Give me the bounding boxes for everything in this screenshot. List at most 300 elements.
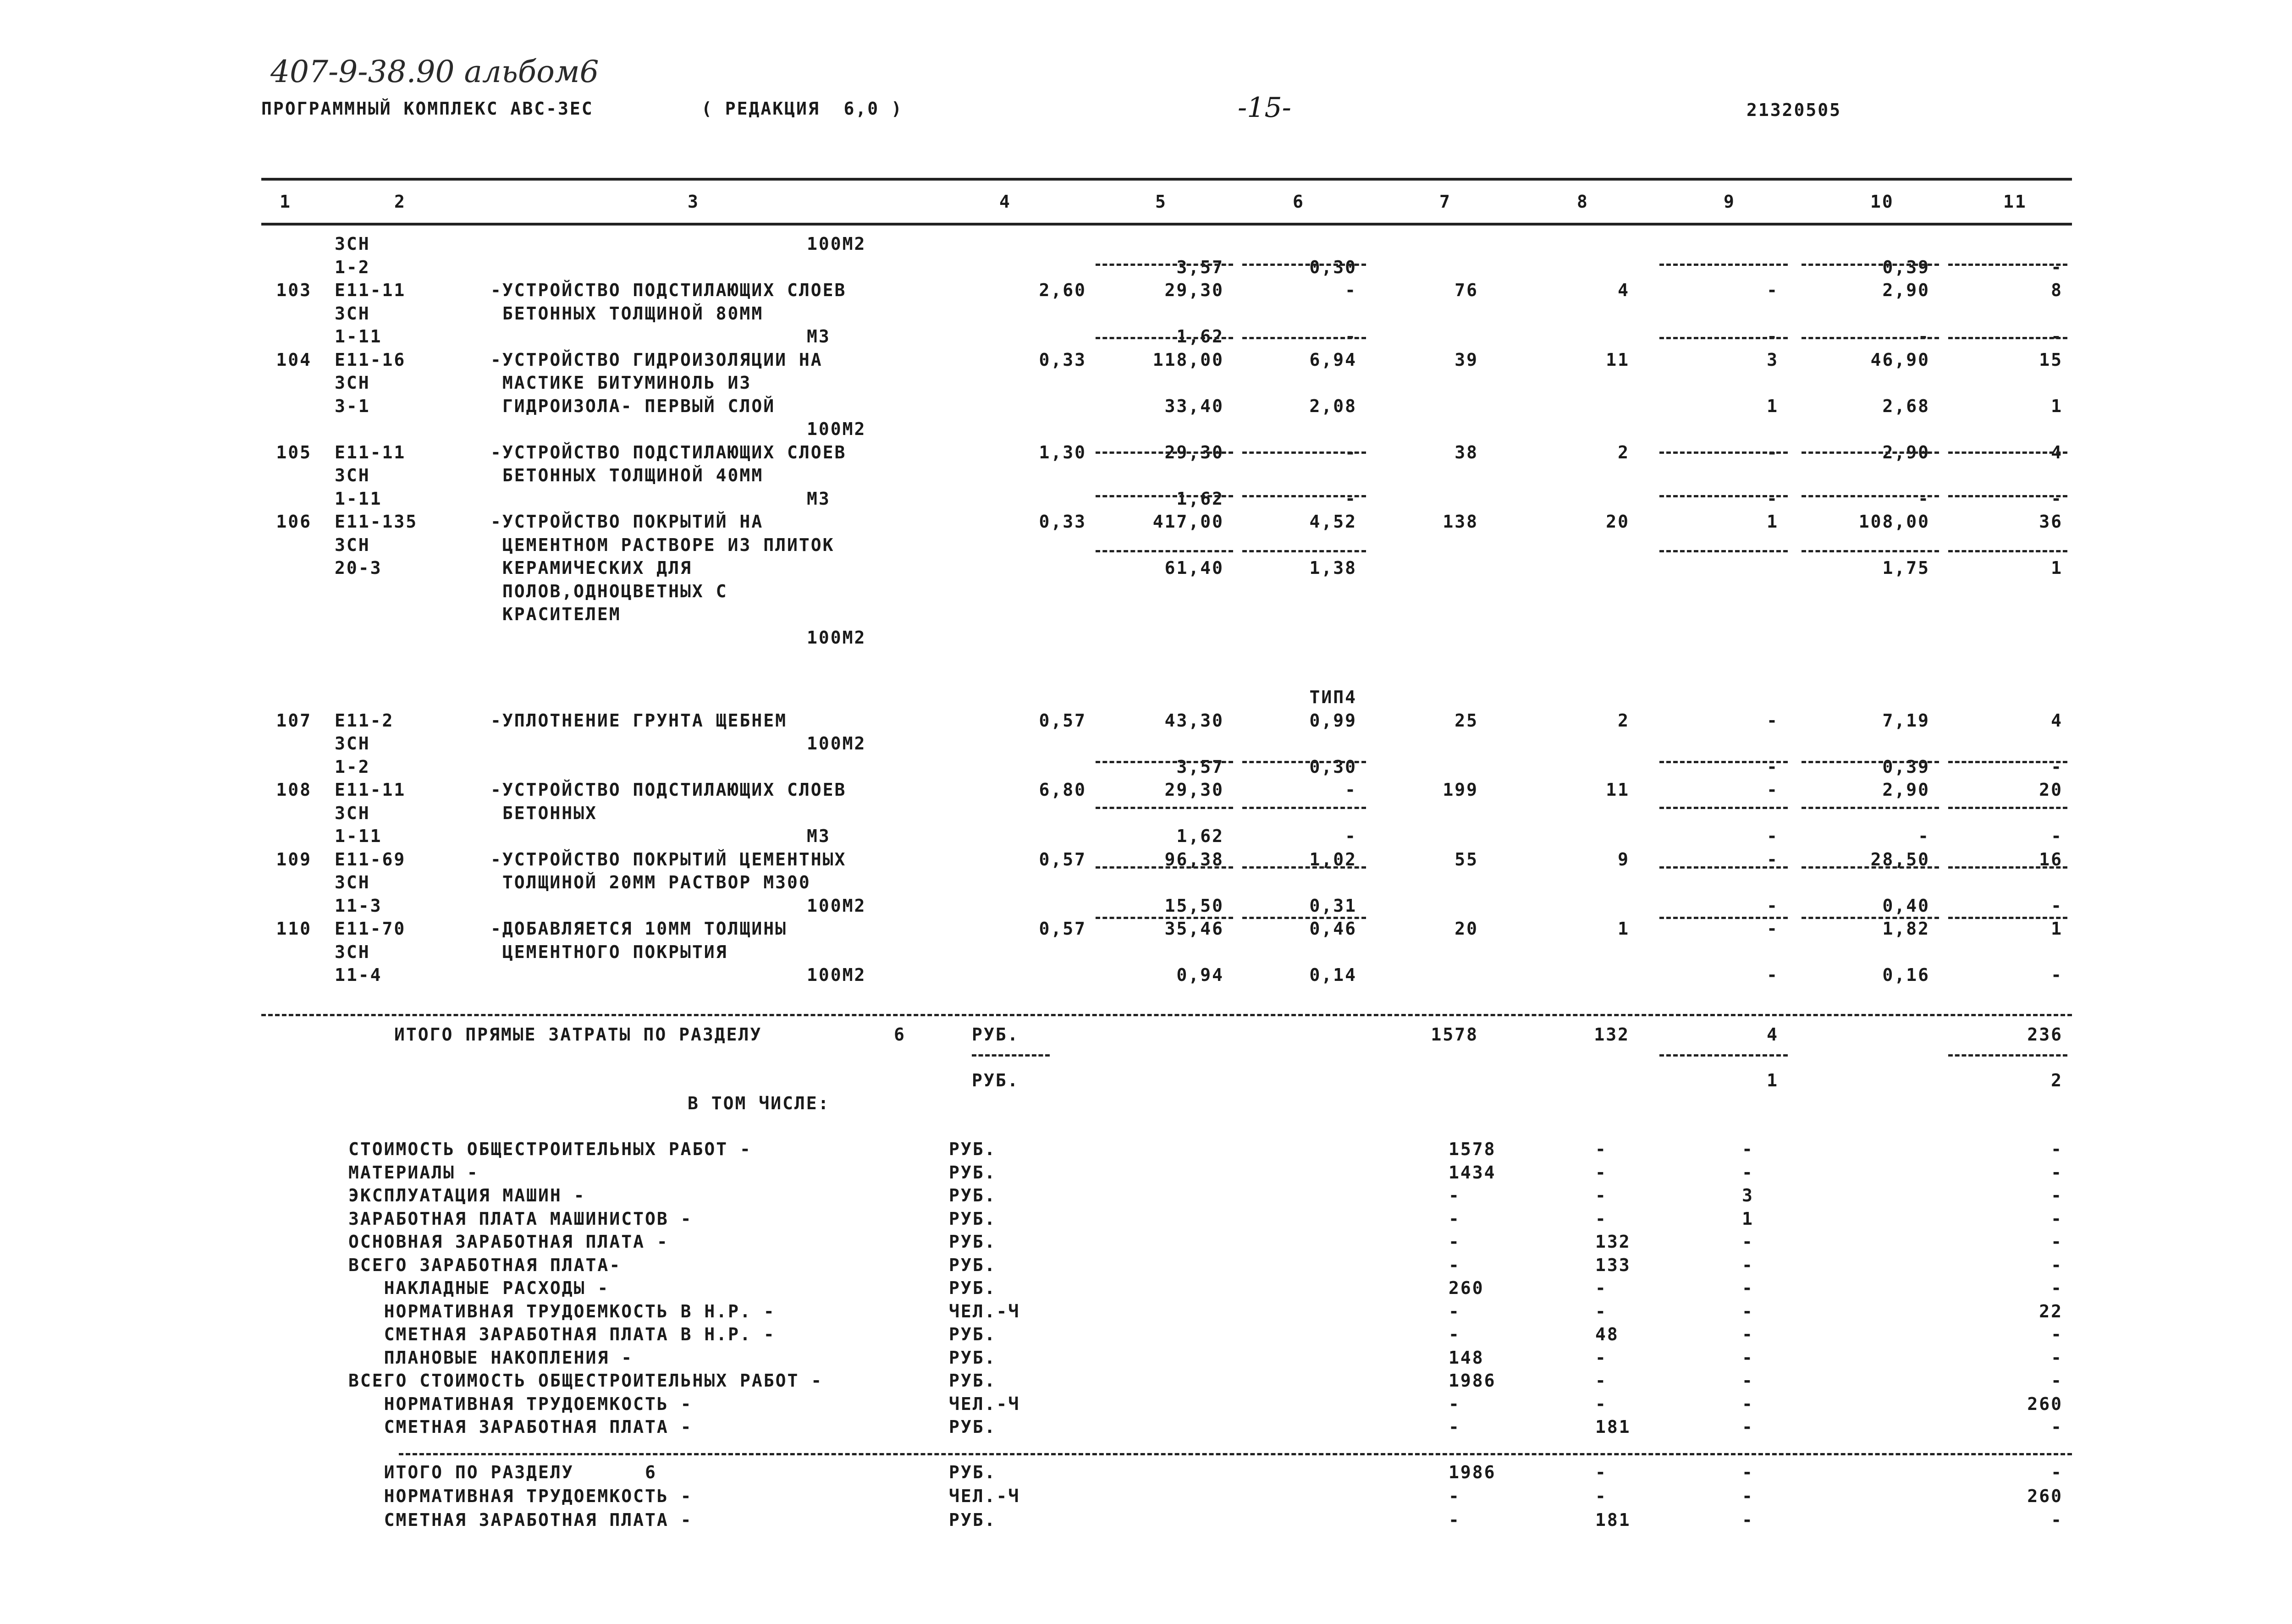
column-header-11: 11 <box>2003 192 2027 212</box>
item-code: Е11-69 <box>335 849 406 870</box>
item-description: ЦЕМЕНТНОМ РАСТВОРЕ ИЗ ПЛИТОК <box>490 534 835 555</box>
summary-c8: 48 <box>1595 1324 1619 1344</box>
cell-c9: 3 <box>1767 349 1779 370</box>
summary-c9: - <box>1742 1278 1754 1298</box>
rate-separator <box>1096 451 1233 454</box>
summary-c9: - <box>1742 1324 1754 1344</box>
summary-label: СТОИМОСТЬ ОБЩЕСТРОИТЕЛЬНЫХ РАБОТ - <box>348 1139 752 1159</box>
item-code: Е11-11 <box>335 780 406 800</box>
cell-c5: 15,50 <box>1164 895 1224 916</box>
cell-c6: - <box>1345 280 1357 300</box>
total-separator <box>1948 1054 2067 1057</box>
summary-rule <box>261 1014 2072 1016</box>
cell-c6: 0,30 <box>1309 756 1357 777</box>
item-code: 1-2 <box>335 756 370 777</box>
item-number: 110 <box>276 919 312 939</box>
summary-unit: РУБ. <box>949 1347 997 1368</box>
rate-separator <box>1802 337 1939 339</box>
summary-unit: РУБ. <box>949 1208 997 1229</box>
cell-c9: - <box>1767 756 1779 777</box>
final-c9: - <box>1742 1462 1754 1482</box>
item-number: 106 <box>276 512 312 532</box>
rate-separator <box>1802 495 1939 497</box>
item-description: КЕРАМИЧЕСКИХ ДЛЯ <box>490 558 692 578</box>
cell-c11: 1 <box>2051 396 2063 416</box>
rate-separator <box>1948 761 2067 763</box>
summary-c9: 3 <box>1742 1185 1754 1206</box>
rate-separator <box>1242 761 1366 763</box>
rate-separator <box>1659 495 1788 497</box>
summary-label: СМЕТНАЯ ЗАРАБОТНАЯ ПЛАТА - <box>348 1417 693 1437</box>
cell-c10: 0,16 <box>1882 965 1930 985</box>
column-header-8: 8 <box>1577 192 1589 212</box>
item-unit: 100М2 <box>807 234 866 254</box>
cell-c11: 8 <box>2051 280 2063 300</box>
item-code: ЗСН <box>335 803 370 823</box>
cell-c4: 2,60 <box>1039 280 1086 300</box>
cell-c4: 0,57 <box>1039 710 1086 731</box>
cell-c10: - <box>1918 326 1930 347</box>
item-code: 20-3 <box>335 558 382 578</box>
total-separator <box>972 1054 1050 1057</box>
summary-c11: - <box>2051 1139 2063 1159</box>
cell-c6: 0,31 <box>1309 895 1357 916</box>
header-rule-top <box>261 178 2072 181</box>
summary-c8: - <box>1595 1185 1607 1206</box>
item-description: ТОЛЩИНОЙ 20ММ РАСТВОР М300 <box>490 872 811 892</box>
cell-c9: - <box>1767 965 1779 985</box>
cell-c10: 0,39 <box>1882 257 1930 277</box>
item-description: БЕТОННЫХ ТОЛЩИНОЙ 80ММ <box>490 303 764 324</box>
cell-c5: 29,30 <box>1164 780 1224 800</box>
column-header-10: 10 <box>1870 192 1894 212</box>
summary-c7: 260 <box>1449 1278 1484 1298</box>
item-unit: 100М2 <box>807 965 866 985</box>
final-rule <box>399 1453 2072 1455</box>
item-code: ЗСН <box>335 303 370 324</box>
cell-c7: 138 <box>1443 512 1478 532</box>
summary-c11: 22 <box>2039 1301 2063 1321</box>
cell-c7: 76 <box>1455 280 1478 300</box>
cell-c8: 20 <box>1606 512 1630 532</box>
cell-c10: 2,68 <box>1882 396 1930 416</box>
item-code: Е11-70 <box>335 919 406 939</box>
item-unit: 100М2 <box>807 627 866 648</box>
item-code: 11-4 <box>335 965 382 985</box>
rate-separator <box>1802 451 1939 454</box>
cell-c9: - <box>1767 280 1779 300</box>
final-label: ИТОГО ПО РАЗДЕЛУ 6 <box>348 1462 657 1482</box>
summary-c8: - <box>1595 1347 1607 1368</box>
final-c7: - <box>1449 1486 1460 1506</box>
summary-c7: 148 <box>1449 1347 1484 1368</box>
summary-c8: - <box>1595 1162 1607 1183</box>
item-description: ПОЛОВ,ОДНОЦВЕТНЫХ С <box>490 581 728 601</box>
summary-c9: - <box>1742 1162 1754 1183</box>
cell-c10: 1,82 <box>1882 919 1930 939</box>
item-description: КРАСИТЕЛЕМ <box>490 604 621 624</box>
item-code: Е11-11 <box>335 280 406 300</box>
cell-c8: 11 <box>1606 780 1630 800</box>
summary-c11: 260 <box>2027 1393 2063 1414</box>
cell-c7: 25 <box>1455 710 1478 731</box>
summary-c7: - <box>1449 1255 1460 1275</box>
summary-c7: - <box>1449 1185 1460 1206</box>
cell-c11: 16 <box>2039 849 2063 870</box>
rate-separator <box>1242 451 1366 454</box>
summary-c9: - <box>1742 1347 1754 1368</box>
rate-separator <box>1096 917 1233 919</box>
summary-c7: 1986 <box>1449 1371 1496 1391</box>
summary-c7: - <box>1449 1232 1460 1252</box>
cell-c10: 7,19 <box>1882 710 1930 731</box>
cell-c9: - <box>1767 488 1779 509</box>
summary-label: НОРМАТИВНАЯ ТРУДОЕМКОСТЬ В Н.Р. - <box>348 1301 776 1321</box>
summary-label: ОСНОВНАЯ ЗАРАБОТНАЯ ПЛАТА - <box>348 1232 669 1252</box>
cell-c5: 29,30 <box>1164 442 1224 462</box>
summary-c9: - <box>1742 1255 1754 1275</box>
page-number: -15- <box>1238 92 1291 124</box>
cell-c9: 1 <box>1767 512 1779 532</box>
rate-separator <box>1242 495 1366 497</box>
rate-separator <box>1948 550 2067 552</box>
summary-label: ЭКСПЛУАТАЦИЯ МАШИН - <box>348 1185 586 1206</box>
cell-c10: 0,39 <box>1882 756 1930 777</box>
cell-c8: 2 <box>1618 710 1630 731</box>
cell-c6: - <box>1345 442 1357 462</box>
summary-c7: 1434 <box>1449 1162 1496 1183</box>
cell-c9: 1 <box>1767 396 1779 416</box>
summary-unit: ЧЕЛ.-Ч <box>949 1301 1020 1321</box>
column-header-2: 2 <box>394 192 406 212</box>
summary-c11: - <box>2051 1324 2063 1344</box>
summary-c9: - <box>1742 1371 1754 1391</box>
item-code: 1-2 <box>335 257 370 277</box>
rate-separator <box>1948 917 2067 919</box>
total-separator <box>1659 1054 1788 1057</box>
item-description: -УСТРОЙСТВО ПОКРЫТИЙ ЦЕМЕНТНЫХ <box>490 849 847 870</box>
summary-c9: - <box>1742 1301 1754 1321</box>
cell-c9: - <box>1767 826 1779 846</box>
cell-c6: 0,14 <box>1309 965 1357 985</box>
summary-label: ВСЕГО ЗАРАБОТНАЯ ПЛАТА- <box>348 1255 622 1275</box>
cell-c10: - <box>1918 826 1930 846</box>
rate-separator <box>1802 550 1939 552</box>
rate-separator <box>1802 866 1939 869</box>
item-description: -УСТРОЙСТВО ПОДСТИЛАЮЩИХ СЛОЕВ <box>490 780 847 800</box>
summary-c8: - <box>1595 1278 1607 1298</box>
total-direct-c11b: 2 <box>2051 1070 2063 1090</box>
summary-c8: 133 <box>1595 1255 1631 1275</box>
summary-c11: - <box>2051 1278 2063 1298</box>
cell-c4: 1,30 <box>1039 442 1086 462</box>
cell-c8: 2 <box>1618 442 1630 462</box>
item-code: ЗСН <box>335 534 370 555</box>
summary-c9: - <box>1742 1393 1754 1414</box>
cell-c9: - <box>1767 895 1779 916</box>
summary-c7: - <box>1449 1324 1460 1344</box>
edition-label: ( РЕДАКЦИЯ 6,0 ) <box>701 99 903 119</box>
rate-separator <box>1659 866 1788 869</box>
cell-c10: 0,40 <box>1882 895 1930 916</box>
item-number: 108 <box>276 780 312 800</box>
summary-c11: - <box>2051 1255 2063 1275</box>
final-label: НОРМАТИВНАЯ ТРУДОЕМКОСТЬ - <box>348 1486 693 1506</box>
total-direct-c9b: 1 <box>1767 1070 1779 1090</box>
summary-c8: - <box>1595 1208 1607 1229</box>
cell-c10: 28,50 <box>1870 849 1930 870</box>
item-unit: 100М2 <box>807 419 866 439</box>
summary-c9: - <box>1742 1232 1754 1252</box>
cell-c11: 20 <box>2039 780 2063 800</box>
summary-unit: РУБ. <box>949 1255 997 1275</box>
summary-c7: - <box>1449 1208 1460 1229</box>
summary-c11: - <box>2051 1208 2063 1229</box>
cell-c11: 1 <box>2051 558 2063 578</box>
cell-c9: - <box>1767 710 1779 731</box>
rate-separator <box>1242 866 1366 869</box>
summary-label: ВСЕГО СТОИМОСТЬ ОБЩЕСТРОИТЕЛЬНЫХ РАБОТ - <box>348 1371 823 1391</box>
rate-separator <box>1659 807 1788 809</box>
column-header-7: 7 <box>1439 192 1451 212</box>
summary-unit: ЧЕЛ.-Ч <box>949 1393 1020 1414</box>
cell-c7: 20 <box>1455 919 1478 939</box>
summary-c9: 1 <box>1742 1208 1754 1229</box>
final-c11: - <box>2051 1510 2063 1530</box>
item-code: ЗСН <box>335 373 370 393</box>
cell-c11: 15 <box>2039 349 2063 370</box>
item-unit: М3 <box>807 326 831 347</box>
cell-c10: 1,75 <box>1882 558 1930 578</box>
item-code: 1-11 <box>335 326 382 347</box>
cell-c10: 108,00 <box>1858 512 1930 532</box>
cell-c5: 61,40 <box>1164 558 1224 578</box>
cell-c5: 3,57 <box>1176 257 1224 277</box>
cell-c6: - <box>1345 326 1357 347</box>
rate-separator <box>1096 495 1233 497</box>
total-direct-c7: 1578 <box>1431 1024 1478 1045</box>
cell-c4: 0,33 <box>1039 349 1086 370</box>
rate-separator <box>1948 451 2067 454</box>
cell-c11: - <box>2051 826 2063 846</box>
final-c9: - <box>1742 1486 1754 1506</box>
summary-unit: РУБ. <box>949 1139 997 1159</box>
cell-c4: 6,80 <box>1039 780 1086 800</box>
rate-separator <box>1659 917 1788 919</box>
item-unit: 100М2 <box>807 895 866 916</box>
item-description: ЦЕМЕНТНОГО ПОКРЫТИЯ <box>490 941 728 962</box>
item-description: БЕТОННЫХ ТОЛЩИНОЙ 40ММ <box>490 465 764 485</box>
cell-c6: - <box>1345 780 1357 800</box>
item-code: Е11-16 <box>335 349 406 370</box>
item-description: БЕТОННЫХ <box>490 803 597 823</box>
item-number: 109 <box>276 849 312 870</box>
cell-c5: 29,30 <box>1164 280 1224 300</box>
summary-c9: - <box>1742 1139 1754 1159</box>
summary-c7: 1578 <box>1449 1139 1496 1159</box>
cell-c9: - <box>1767 442 1779 462</box>
cell-c6: ТИП4 <box>1309 687 1357 707</box>
cell-c4: 0,57 <box>1039 849 1086 870</box>
rate-separator <box>1659 337 1788 339</box>
cell-c6: 2,08 <box>1309 396 1357 416</box>
summary-unit: РУБ. <box>949 1232 997 1252</box>
rate-separator <box>1242 264 1366 266</box>
cell-c4: 0,33 <box>1039 512 1086 532</box>
cell-c7: 39 <box>1455 349 1478 370</box>
rate-separator <box>1948 866 2067 869</box>
document-number: 21320505 <box>1747 100 1842 120</box>
summary-c11: - <box>2051 1185 2063 1206</box>
column-header-9: 9 <box>1724 192 1736 212</box>
cell-c10: 2,90 <box>1882 442 1930 462</box>
item-unit: 100М2 <box>807 733 866 754</box>
cell-c8: 1 <box>1618 919 1630 939</box>
cell-c6: 1,38 <box>1309 558 1357 578</box>
summary-c7: - <box>1449 1301 1460 1321</box>
cell-c6: 4,52 <box>1309 512 1357 532</box>
item-code: Е11-135 <box>335 512 418 532</box>
cell-c10: 46,90 <box>1870 349 1930 370</box>
cell-c5: 33,40 <box>1164 396 1224 416</box>
cell-c7: 38 <box>1455 442 1478 462</box>
rate-separator <box>1096 761 1233 763</box>
item-code: ЗСН <box>335 234 370 254</box>
summary-unit: РУБ. <box>949 1278 997 1298</box>
item-code: ЗСН <box>335 465 370 485</box>
rate-separator <box>1659 451 1788 454</box>
cell-c6: 0,30 <box>1309 257 1357 277</box>
cell-c11: - <box>2051 756 2063 777</box>
summary-label: ПЛАНОВЫЕ НАКОПЛЕНИЯ - <box>348 1347 634 1368</box>
rate-separator <box>1948 264 2067 266</box>
including-label: В ТОМ ЧИСЛЕ: <box>688 1093 830 1113</box>
summary-c8: 181 <box>1595 1417 1631 1437</box>
summary-c11: - <box>2051 1232 2063 1252</box>
rate-separator <box>1659 550 1788 552</box>
cell-c9: - <box>1767 849 1779 870</box>
rate-separator <box>1096 550 1233 552</box>
rate-separator <box>1659 761 1788 763</box>
final-c7: 1986 <box>1449 1462 1496 1482</box>
rate-separator <box>1659 264 1788 266</box>
item-description: ГИДРОИЗОЛА- ПЕРВЫЙ СЛОЙ <box>490 396 776 416</box>
final-c11: 260 <box>2027 1486 2063 1506</box>
final-unit: РУБ. <box>949 1510 997 1530</box>
cell-c11: 36 <box>2039 512 2063 532</box>
summary-c7: - <box>1449 1393 1460 1414</box>
cell-c5: 1,62 <box>1176 488 1224 509</box>
rate-separator <box>1242 917 1366 919</box>
total-direct-c9: 4 <box>1767 1024 1779 1045</box>
item-description: -УСТРОЙСТВО ПОДСТИЛАЮЩИХ СЛОЕВ <box>490 280 847 300</box>
cell-c11: 4 <box>2051 442 2063 462</box>
rate-separator <box>1948 337 2067 339</box>
rate-separator <box>1802 807 1939 809</box>
cell-c9: - <box>1767 919 1779 939</box>
summary-c11: - <box>2051 1371 2063 1391</box>
summary-c8: 132 <box>1595 1232 1631 1252</box>
item-description: -УСТРОЙСТВО ПОДСТИЛАЮЩИХ СЛОЕВ <box>490 442 847 462</box>
summary-c7: - <box>1449 1417 1460 1437</box>
cell-c11: - <box>2051 895 2063 916</box>
cell-c6: 0,46 <box>1309 919 1357 939</box>
item-code: ЗСН <box>335 733 370 754</box>
header-rule-bottom <box>261 223 2072 226</box>
cell-c6: - <box>1345 826 1357 846</box>
column-header-1: 1 <box>280 192 292 212</box>
cell-c8: 4 <box>1618 280 1630 300</box>
rate-separator <box>1096 866 1233 869</box>
item-code: ЗСН <box>335 941 370 962</box>
final-unit: ЧЕЛ.-Ч <box>949 1486 1020 1506</box>
item-code: 1-11 <box>335 488 382 509</box>
summary-label: СМЕТНАЯ ЗАРАБОТНАЯ ПЛАТА В Н.Р. - <box>348 1324 776 1344</box>
summary-c8: - <box>1595 1301 1607 1321</box>
summary-c11: - <box>2051 1417 2063 1437</box>
cell-c11: - <box>2051 257 2063 277</box>
cell-c6: 6,94 <box>1309 349 1357 370</box>
summary-c11: - <box>2051 1162 2063 1183</box>
summary-unit: РУБ. <box>949 1324 997 1344</box>
final-c8: - <box>1595 1462 1607 1482</box>
rate-separator <box>1242 337 1366 339</box>
column-header-4: 4 <box>999 192 1011 212</box>
rate-separator <box>1802 761 1939 763</box>
item-code: ЗСН <box>335 872 370 892</box>
final-c8: 181 <box>1595 1510 1631 1530</box>
rate-separator <box>1096 337 1233 339</box>
cell-c5: 96,38 <box>1164 849 1224 870</box>
summary-unit: РУБ. <box>949 1417 997 1437</box>
item-description: -УСТРОЙСТВО ПОКРЫТИЙ НА <box>490 512 764 532</box>
item-description: -УСТРОЙСТВО ГИДРОИЗОЛЯЦИИ НА <box>490 349 823 370</box>
cell-c4: 0,57 <box>1039 919 1086 939</box>
cell-c5: 118,00 <box>1152 349 1224 370</box>
cell-c10: 2,90 <box>1882 280 1930 300</box>
total-direct-c11: 236 <box>2027 1024 2063 1045</box>
cell-c6: - <box>1345 488 1357 509</box>
cell-c5: 3,57 <box>1176 756 1224 777</box>
cell-c10: - <box>1918 488 1930 509</box>
item-code: 11-3 <box>335 895 382 916</box>
cell-c7: 55 <box>1455 849 1478 870</box>
summary-label: МАТЕРИАЛЫ - <box>348 1162 479 1183</box>
cell-c6: 1,02 <box>1309 849 1357 870</box>
cell-c5: 1,62 <box>1176 826 1224 846</box>
summary-c8: - <box>1595 1393 1607 1414</box>
summary-unit: РУБ. <box>949 1371 997 1391</box>
rate-separator <box>1948 807 2067 809</box>
summary-label: НАКЛАДНЫЕ РАСХОДЫ - <box>348 1278 610 1298</box>
cell-c5: 0,94 <box>1176 965 1224 985</box>
summary-label: ЗАРАБОТНАЯ ПЛАТА МАШИНИСТОВ - <box>348 1208 693 1229</box>
final-unit: РУБ. <box>949 1462 997 1482</box>
cell-c11: - <box>2051 965 2063 985</box>
column-header-5: 5 <box>1155 192 1167 212</box>
cell-c10: 2,90 <box>1882 780 1930 800</box>
cell-c11: - <box>2051 488 2063 509</box>
summary-label: НОРМАТИВНАЯ ТРУДОЕМКОСТЬ - <box>348 1393 693 1414</box>
cell-c5: 1,62 <box>1176 326 1224 347</box>
cell-c7: 199 <box>1443 780 1478 800</box>
cell-c5: 43,30 <box>1164 710 1224 731</box>
item-description: МАСТИКЕ БИТУМИНОЛЬ ИЗ <box>490 373 752 393</box>
cell-c11: - <box>2051 326 2063 347</box>
cell-c8: 9 <box>1618 849 1630 870</box>
final-c9: - <box>1742 1510 1754 1530</box>
total-direct-label: ИТОГО ПРЯМЫЕ ЗАТРАТЫ ПО РАЗДЕЛУ <box>394 1024 762 1045</box>
